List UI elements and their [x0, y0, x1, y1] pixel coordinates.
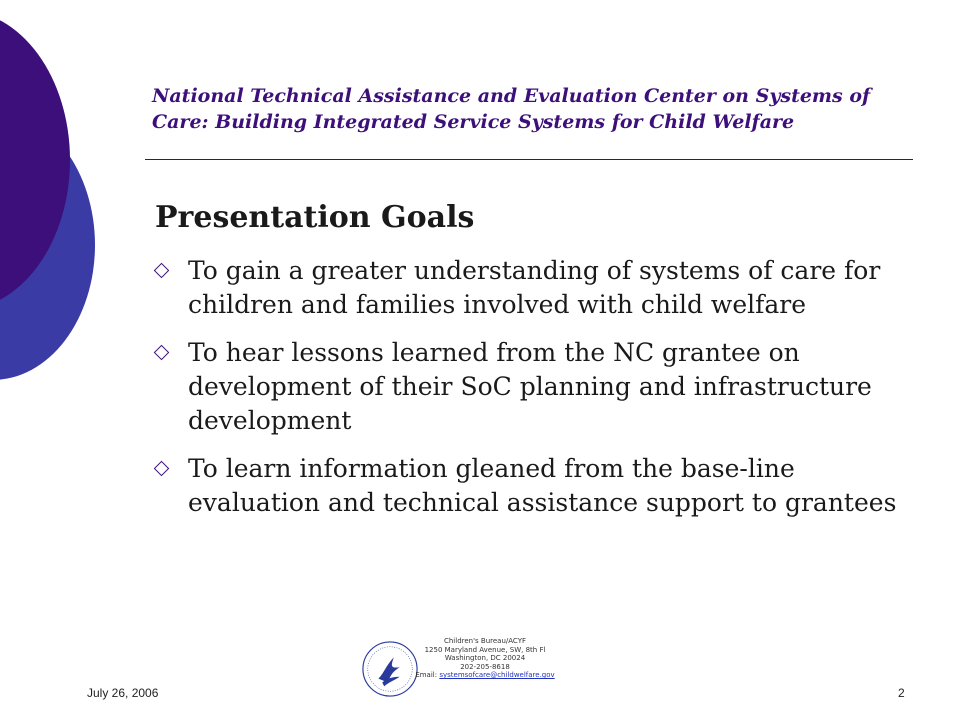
contact-email-link[interactable]: systemsofcare@childwelfare.gov — [439, 671, 555, 679]
hollow-diamond-icon — [154, 461, 170, 477]
slide-heading: Presentation Goals — [155, 200, 475, 235]
header-divider — [145, 159, 913, 160]
goal-text: To learn information gleaned from the base-line evaluation and technical assistance support to grantees — [188, 454, 897, 517]
goal-text: To gain a greater understanding of systems of care for children and families involved with child welfare — [188, 256, 881, 319]
page-number: 2 — [898, 686, 905, 700]
goal-text: To hear lessons learned from the NC grantee on development of their SoC planning and infrastructure development — [188, 338, 872, 435]
goal-item — [152, 336, 912, 438]
goals-list — [152, 254, 912, 534]
hollow-diamond-icon — [154, 263, 170, 279]
contact-email-line — [400, 671, 570, 680]
goal-item — [152, 452, 912, 520]
goal-item — [152, 254, 912, 322]
footer-date: July 26, 2006 — [87, 686, 159, 700]
contact-address-line1: 1250 Maryland Avenue, SW, 8th Fl — [424, 645, 546, 654]
contact-email-label: Email: — [415, 671, 440, 679]
hollow-diamond-icon — [154, 345, 170, 361]
header-title: National Technical Assistance and Evaluation Center on Systems of Care: Building Integrated Service Systems for Child Welfare — [152, 85, 871, 133]
contact-org: Children's Bureau/ACYF — [443, 637, 526, 645]
contact-block — [400, 637, 570, 680]
contact-phone: 202-205-8618 — [460, 662, 510, 671]
contact-address-line2: Washington, DC 20024 — [444, 654, 526, 662]
